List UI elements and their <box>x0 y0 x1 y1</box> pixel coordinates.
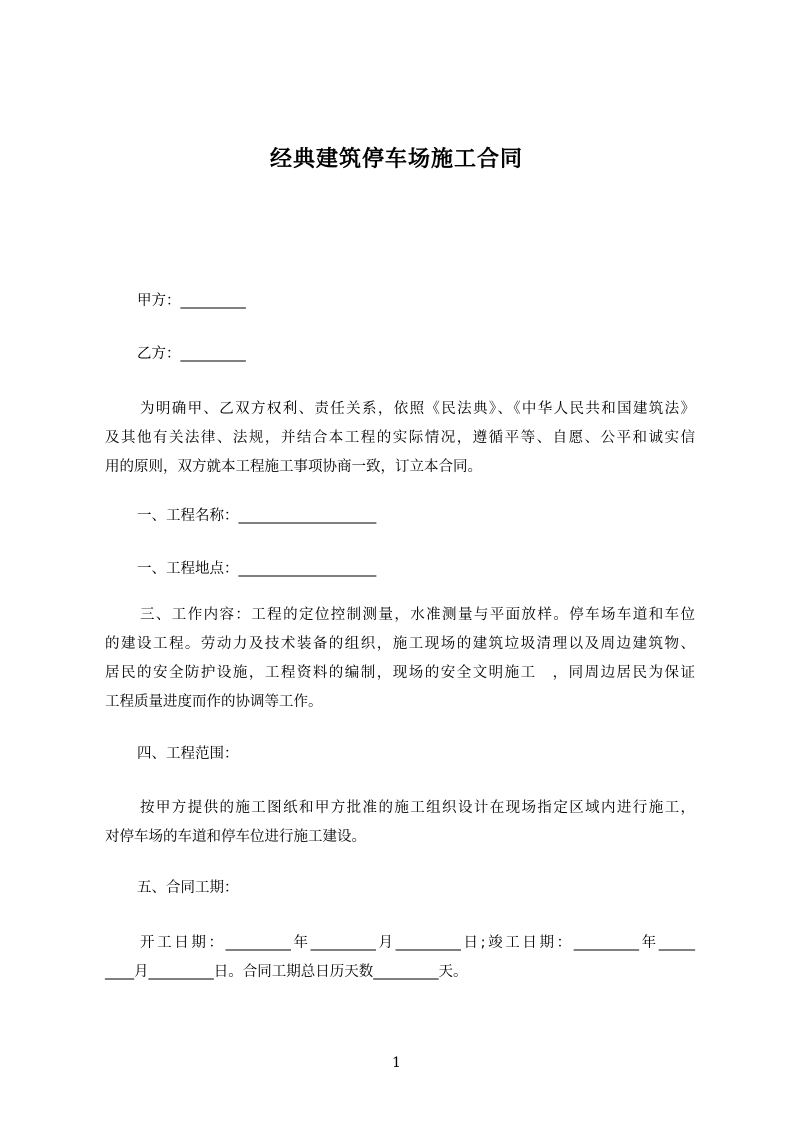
party-b-line: 乙方：_________ <box>137 346 246 362</box>
content-line: 三、工作内容：工程的定位控制测量，水准测量与平面放样。停车场车道和车位 <box>140 607 695 623</box>
section-project-location: 一、工程地点：___________________ <box>137 561 377 577</box>
intro-paragraph <box>105 395 695 482</box>
content-line: 居民的安全防护设施，工程资料的编制，现场的安全文明施工 ，同周边居民为保证 <box>105 665 695 681</box>
scope-line: 按甲方提供的施工图纸和甲方批准的施工组织设计在现场指定区域内进行施工， <box>140 800 695 816</box>
page-number: 1 <box>392 1055 401 1071</box>
intro-line: 及其他有关法律、法规，并结合本工程的实际情况，遵循平等、自愿、公平和诚实信 <box>105 430 695 446</box>
party-a-line: 甲方：_________ <box>137 293 246 309</box>
content-line: 的建设工程。劳动力及技术装备的组织，施工现场的建筑垃圾清理以及周边建筑物、 <box>105 636 695 652</box>
section-work-content <box>105 601 695 717</box>
period-line: ____月_________日。合同工期总日历天数_________天。 <box>105 964 468 980</box>
section-period-heading: 五、合同工期： <box>137 880 239 896</box>
document-title: 经典建筑停车场施工合同 <box>269 147 523 172</box>
period-line: 开工日期：_________年_________月_________日;竣工日期：_________年_____ <box>140 935 695 951</box>
intro-line: 用的原则，双方就本工程施工事项协商一致，订立本合同。 <box>105 459 482 475</box>
section-scope-heading: 四、工程范围： <box>137 746 239 762</box>
scope-line: 对停车场的车道和停车位进行施工建设。 <box>105 829 366 845</box>
section-project-name: 一、工程名称：___________________ <box>137 508 377 524</box>
section-scope <box>105 794 695 852</box>
content-line: 工程质量进度而作的协调等工作。 <box>105 694 323 710</box>
section-period <box>105 929 695 987</box>
intro-line: 为明确甲、乙双方权利、责任关系，依照《民法典》、《中华人民共和国建筑法》 <box>140 401 695 417</box>
